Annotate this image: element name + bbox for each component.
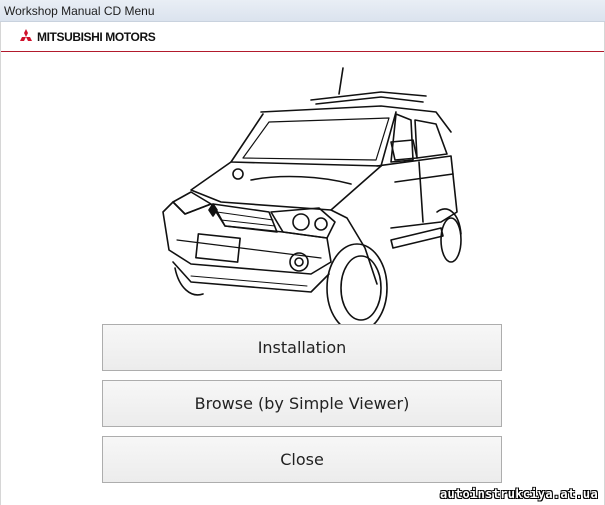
close-button-label: Close: [280, 450, 324, 469]
installation-button[interactable]: [102, 324, 502, 371]
main-window: [0, 22, 605, 505]
browse-button[interactable]: [102, 380, 502, 427]
window-title: Workshop Manual CD Menu: [4, 4, 155, 18]
brand-header: [1, 22, 604, 52]
three-diamonds-icon: [17, 29, 35, 45]
browse-button-label: Browse (by Simple Viewer): [194, 394, 410, 413]
watermark: autoinstrukciya.at.ua: [439, 487, 598, 501]
title-bar[interactable]: [0, 0, 605, 22]
installation-button-label: Installation: [257, 338, 347, 357]
brand-name: MITSUBISHI MOTORS: [37, 30, 156, 44]
suv-line-drawing-icon: [151, 62, 471, 332]
close-button[interactable]: [102, 436, 502, 483]
